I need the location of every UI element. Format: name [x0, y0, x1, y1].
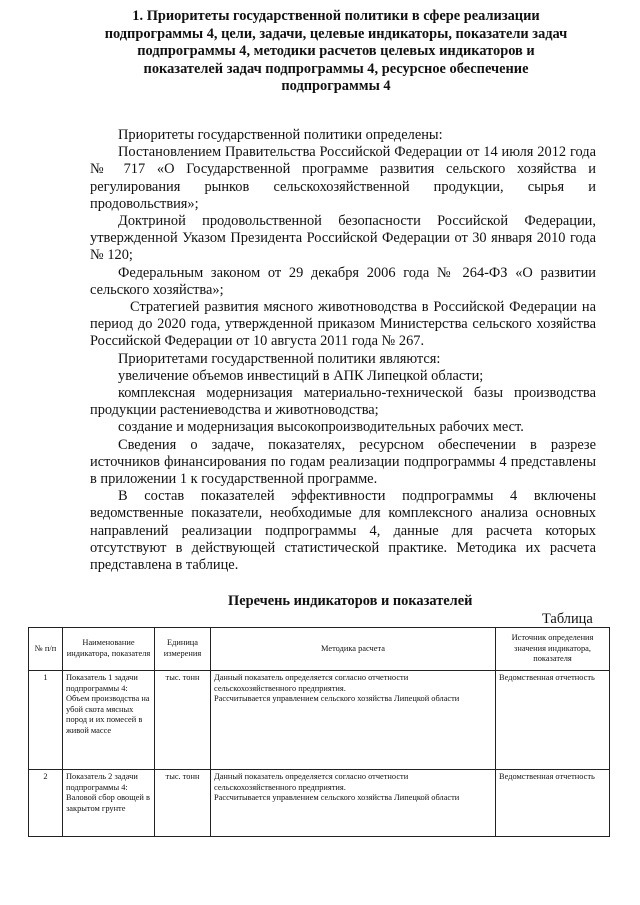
row-source: Ведомственная отчетность [496, 671, 610, 770]
title-line: подпрограммы 4 [281, 78, 391, 95]
body-text [90, 127, 596, 574]
row-name: Показатель 2 задачи подпрограммы 4: Валовой сбор овощей в закрытом грунте [63, 770, 155, 837]
table-heading: Перечень индикаторов и показателей [228, 593, 473, 609]
header-source: Источник определения значения индикатора, показателя [496, 628, 610, 671]
row-num: 2 [29, 770, 63, 837]
paragraph: создание и модернизация высокопроизводительных рабочих мест. [118, 419, 524, 436]
table-label: Таблица [542, 611, 593, 627]
paragraph: Стратегией развития мясного животноводства в Российской Федерации на период до 2020 года, утвержденной приказом Министерства сельского хозяйства Российской Федерации от 10 августа 2011 года № 267. [90, 299, 596, 350]
paragraph: комплексная модернизация материально-технической базы производства продукции растениеводства и животноводства; [90, 385, 596, 419]
section-title [78, 8, 594, 96]
title-line: подпрограммы 4, цели, задачи, целевые индикаторы, показатели задач [104, 25, 568, 42]
table-row [29, 671, 610, 770]
title-line: подпрограммы 4, методики расчетов целевых индикаторов и [137, 43, 535, 60]
row-num: 1 [29, 671, 63, 770]
table-header-row [29, 628, 610, 671]
method-line: Рассчитывается управлением сельского хозяйства Липецкой области [214, 793, 460, 803]
paragraph: Сведения о задаче, показателях, ресурсном обеспечении в разрезе источников финансирования по годам реализации подпрограммы 4 представлены в приложении 1 к государственной программе. [90, 436, 596, 488]
paragraph: Приоритеты государственной политики определены: [118, 127, 443, 143]
paragraph: Приоритетами государственной политики являются: [118, 350, 441, 367]
row-name: Показатель 1 задачи подпрограммы 4: Объем производства на убой скота мясных пород и их помесей в живой массе [63, 671, 155, 770]
paragraph: увеличение объемов инвестиций в АПК Липецкой области; [118, 367, 484, 384]
row-method [211, 671, 496, 770]
row-method [211, 770, 496, 837]
method-line: Данный показатель определяется согласно отчетности сельскохозяйственного предприятия. [214, 772, 409, 792]
row-source: Ведомственная отчетность [496, 770, 610, 837]
header-num: № п/п [29, 628, 63, 671]
row-unit: тыс. тонн [155, 671, 211, 770]
title-line: показателей задач подпрограммы 4, ресурсное обеспечение [143, 60, 529, 77]
header-name: Наименование индикатора, показателя [63, 628, 155, 671]
title-line: 1. Приоритеты государственной политики в сфере реализации [132, 8, 540, 24]
paragraph: Постановлением Правительства Российской Федерации от 14 июля 2012 года № 717 «О Государственной программе развития сельского хозяйства и регулирования рынков сельскохозяйственной продукции, сырья и продовольствия»; [90, 144, 596, 212]
paragraph: Доктриной продовольственной безопасности Российской Федерации, утвержденной Указом Президента Российской Федерации от 30 января 2010 года № 120; [90, 213, 596, 264]
method-line: Данный показатель определяется согласно отчетности сельскохозяйственного предприятия. [214, 673, 409, 693]
header-unit: Единица измерения [155, 628, 211, 671]
method-line: Рассчитывается управлением сельского хозяйства Липецкой области [214, 694, 460, 704]
paragraph: В состав показателей эффективности подпрограммы 4 включены ведомственные показатели, необходимые для комплексного анализа основных направлений реализации подпрограммы 4, данные для расчета которых отсутствуют в действующей статистической практике. Методика их расчета представлена в таблице. [90, 488, 596, 574]
indicators-table [28, 627, 610, 837]
header-method: Методика расчета [211, 628, 496, 671]
paragraph: Федеральным законом от 29 декабря 2006 года № 264-ФЗ «О развитии сельского хозяйства»; [90, 264, 596, 298]
row-unit: тыс. тонн [155, 770, 211, 837]
table-row [29, 770, 610, 837]
